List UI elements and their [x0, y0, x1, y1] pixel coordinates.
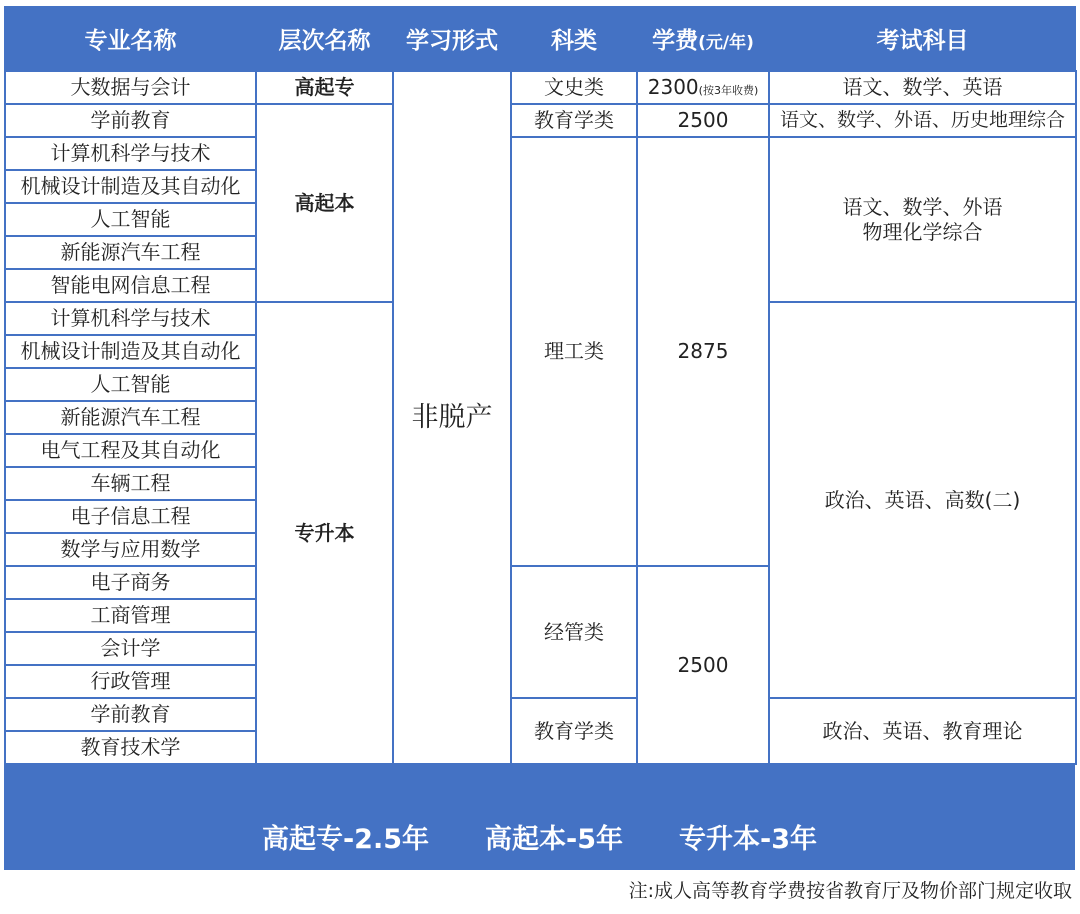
- major-cell: 教育技术学: [5, 731, 256, 764]
- header-row: [5, 6, 1076, 71]
- category-cell: 文史类: [511, 71, 637, 104]
- category-cell: 教育学类: [511, 698, 637, 764]
- subjects-cell: 政治、英语、教育理论: [769, 698, 1076, 764]
- major-cell: 新能源汽车工程: [5, 236, 256, 269]
- fee-cell: 2500: [637, 104, 769, 137]
- major-cell: 会计学: [5, 632, 256, 665]
- major-cell: 数学与应用数学: [5, 533, 256, 566]
- duration-item: 专升本-3年: [679, 824, 818, 855]
- major-cell: 电子商务: [5, 566, 256, 599]
- subjects-cell: 语文、数学、英语: [769, 71, 1076, 104]
- major-cell: 计算机科学与技术: [5, 302, 256, 335]
- footnote: 注:成人高等教育学费按省教育厅及物价部门规定收取: [628, 880, 1072, 902]
- major-cell: 计算机科学与技术: [5, 137, 256, 170]
- duration-item: 高起专-2.5年: [261, 824, 430, 855]
- table-row: [5, 71, 1076, 104]
- major-cell: 工商管理: [5, 599, 256, 632]
- tuition-table: [4, 6, 1077, 765]
- subjects-cell: [769, 137, 1076, 302]
- major-cell: 机械设计制造及其自动化: [5, 335, 256, 368]
- fee-value: 2300: [647, 75, 699, 99]
- header-major: 专业名称: [5, 6, 256, 71]
- header-level: 层次名称: [256, 6, 393, 71]
- major-cell: 人工智能: [5, 203, 256, 236]
- subjects-line-2: 物理化学综合: [862, 219, 983, 244]
- form-cell: 非脱产: [393, 71, 511, 764]
- major-cell: 智能电网信息工程: [5, 269, 256, 302]
- subjects-cell: 政治、英语、高数(二): [769, 302, 1076, 698]
- major-cell: 大数据与会计: [5, 71, 256, 104]
- fee-cell: 2875: [637, 137, 769, 566]
- duration-item: 高起本-5年: [485, 824, 624, 855]
- major-cell: 机械设计制造及其自动化: [5, 170, 256, 203]
- level-cell: 专升本: [256, 302, 393, 764]
- header-form: 学习形式: [393, 6, 511, 71]
- table-row: [5, 698, 1076, 731]
- major-cell: 人工智能: [5, 368, 256, 401]
- fee-cell: [637, 71, 769, 104]
- table-row: [5, 104, 1076, 137]
- category-cell: 经管类: [511, 566, 637, 698]
- header-fee-label: 学费: [652, 27, 699, 54]
- category-cell: 理工类: [511, 137, 637, 566]
- fee-cell: 2500: [637, 566, 769, 764]
- header-category: 科类: [511, 6, 637, 71]
- major-cell: 车辆工程: [5, 467, 256, 500]
- level-cell: 高起本: [256, 104, 393, 302]
- major-cell: 新能源汽车工程: [5, 401, 256, 434]
- major-cell: 行政管理: [5, 665, 256, 698]
- header-fee: [637, 6, 769, 71]
- category-cell: 教育学类: [511, 104, 637, 137]
- level-cell: 高起专: [256, 71, 393, 104]
- header-fee-unit: (元/年): [698, 32, 754, 53]
- subjects-cell: 语文、数学、外语、历史地理综合: [769, 104, 1076, 137]
- major-cell: 学前教育: [5, 104, 256, 137]
- header-subjects: 考试科目: [769, 6, 1076, 71]
- fee-note: (按3年收费): [698, 84, 759, 97]
- major-cell: 学前教育: [5, 698, 256, 731]
- table-row: [5, 137, 1076, 170]
- major-cell: 电子信息工程: [5, 500, 256, 533]
- major-cell: 电气工程及其自动化: [5, 434, 256, 467]
- duration-footer: [4, 803, 1075, 870]
- subjects-line-1: 语文、数学、外语: [842, 194, 1003, 219]
